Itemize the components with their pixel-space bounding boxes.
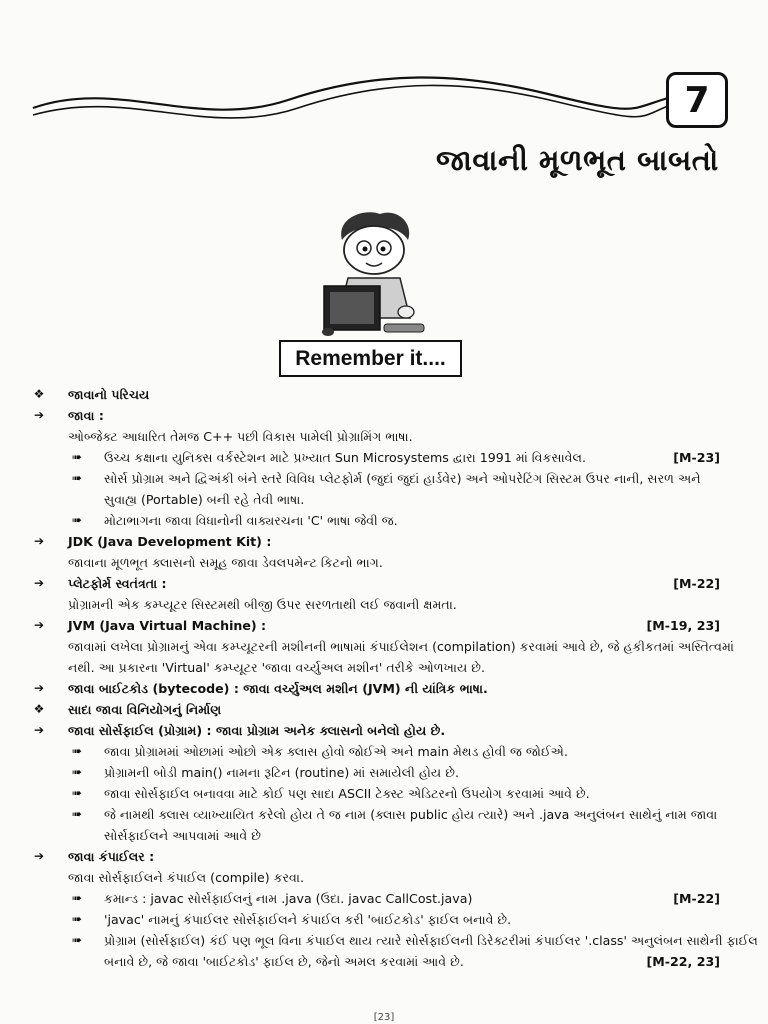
body-text: પ્રોગ્રામની એક કમ્પ્યૂટર સિસ્ટમથી બીજી ઉપર સરળતાથી લઈ જવાની ક્ષમતા.	[68, 597, 457, 612]
sub-point	[30, 762, 730, 783]
arrow-bullet-icon: ➔	[33, 576, 45, 590]
sub-point	[30, 909, 730, 930]
section-heading: જાવાનો પરિચય	[68, 387, 150, 402]
sub-point-continued	[30, 951, 730, 972]
diamond-bullet-icon: ❖	[33, 387, 45, 401]
hand-arrow-bullet-icon: ➠	[71, 744, 83, 758]
topic-jdk	[30, 531, 730, 552]
arrow-bullet-icon: ➔	[33, 681, 45, 695]
topic-heading: જાવા બાઈટકોડ (bytecode) : જાવા વર્ચ્યુઅલ મશીન (JVM) ની યાંત્રિક ભાષા.	[68, 681, 488, 696]
sub-point	[30, 888, 730, 909]
sub-point-text: જાવા સોર્સફાઈલ બનાવવા માટે કોઈ પણ સાદા ASCII ટેક્સ્ટ એડિટરનો ઉપયોગ કરવામાં આવે છે.	[104, 786, 590, 801]
marks-label: [M-22, 23]	[646, 954, 720, 969]
sub-point-text: કમાન્ડ : javac સોર્સફાઈલનું નામ .java (ઉદા. javac CallCost.java)	[104, 891, 473, 906]
sub-point-text: 'javac' નામનું કંપાઈલર સોર્સફાઈલને કંપાઈલ કરી 'બાઈટકોડ' ફાઈલ બનાવે છે.	[104, 912, 512, 927]
arrow-bullet-icon: ➔	[33, 849, 45, 863]
sub-point-continued: સોર્સફાઈલને આપવામાં આવે છે	[104, 828, 261, 843]
topic-heading: JVM (Java Virtual Machine) :	[68, 618, 267, 633]
body-text: જાવાના મૂળભૂત ક્લાસનો સમૂહ જાવા ડેવલપમેન્ટ કિટનો ભાગ.	[68, 555, 383, 570]
topic-heading: જાવા :	[68, 408, 104, 423]
remember-it-heading: Remember it....	[279, 340, 462, 377]
sub-point-text: જાવા પ્રોગ્રામમાં ઓછામાં ઓછો એક ક્લાસ હોવો જોઈએ અને main મેથડ હોવી જ જોઈએ.	[104, 744, 568, 759]
sub-point-text: ઉચ્ચ કક્ષાના યુનિક્સ વર્કસ્ટેશન માટે પ્રખ્યાત Sun Microsystems દ્વારા 1991 માં વિકસાવેલ.	[104, 450, 587, 465]
topic-java	[30, 405, 730, 426]
marks-label: [M-19, 23]	[646, 618, 720, 633]
sub-point-text: મોટાભાગના જાવા વિધાનોની વાક્યરચના 'C' ભાષા જેવી જ.	[104, 513, 398, 528]
topic-compiler	[30, 846, 730, 867]
sub-point-text: બનાવે છે, જે જાવા 'બાઈટકોડ' ફાઈલ છે, જેનો અમલ કરવામાં આવે છે.	[104, 954, 464, 969]
sub-point	[30, 741, 730, 762]
sub-point-continued: સુવાહ્ય (Portable) બની રહે તેવી ભાષા.	[104, 492, 305, 507]
sub-point	[30, 468, 730, 489]
topic-source-file	[30, 720, 730, 741]
notes-content	[30, 384, 758, 972]
hand-arrow-bullet-icon: ➠	[71, 807, 83, 821]
boy-at-computer-illustration	[314, 208, 434, 340]
hand-arrow-bullet-icon: ➠	[71, 891, 83, 905]
diamond-bullet-icon: ❖	[33, 702, 45, 716]
section-heading: સાદા જાવા વિનિયોગનું નિર્માણ	[68, 702, 222, 717]
sub-point	[30, 804, 730, 825]
sub-point-text: સોર્સ પ્રોગ્રામ અને દ્વિઅંકી બંને સ્તરે વિવિધ પ્લેટફોર્મ (જુદાં જુદાં હાર્ડવેર) અને ઓપરેટિંગ સિસ્ટમ ઉપર નાની, સરળ અને	[104, 471, 701, 486]
sub-point	[30, 447, 730, 468]
topic-platform-independence	[30, 573, 730, 594]
arrow-bullet-icon: ➔	[33, 618, 45, 632]
hand-arrow-bullet-icon: ➠	[71, 765, 83, 779]
body-text: જાવામાં લખેલા પ્રોગ્રામનું એવા કમ્પ્યૂટરની મશીનની ભાષામાં કંપાઈલેશન (compilation) કરવામાં આવે છે, જે હકીકતમાં અસ્તિત્વમાં	[68, 639, 734, 654]
topic-heading: જાવા કંપાઈલર :	[68, 849, 155, 864]
topic-heading: જાવા સોર્સફાઈલ (પ્રોગ્રામ) : જાવા પ્રોગ્રામ અનેક ક્લાસનો બનેલો હોય છે.	[68, 723, 446, 738]
arrow-bullet-icon: ➔	[33, 534, 45, 548]
topic-heading: JDK (Java Development Kit) :	[68, 534, 272, 549]
marks-label: [M-22]	[673, 576, 720, 591]
sub-point-text: પ્રોગ્રામ (સોર્સફાઈલ) કંઈ પણ ભૂલ વિના કંપાઈલ થાય ત્યારે સોર્સફાઈલની ડિરેક્ટરીમાં કંપાઈલર '.class' અનુલંબન સાથેની ફાઈલ	[104, 933, 758, 948]
marks-label: [M-23]	[673, 450, 720, 465]
hand-arrow-bullet-icon: ➠	[71, 513, 83, 527]
page-number: [23]	[373, 1012, 395, 1023]
chapter-title: જાવાની મૂળભૂત બાબતો	[436, 143, 719, 177]
header-wave-decoration	[28, 60, 728, 140]
topic-heading: પ્લેટફોર્મ સ્વતંત્રતા :	[68, 576, 167, 591]
sub-point-text: પ્રોગ્રામની બોડી main() નામના રૂટિન (routine) માં સમાયેલી હોય છે.	[104, 765, 459, 780]
section-java-intro	[30, 384, 730, 405]
arrow-bullet-icon: ➔	[33, 408, 45, 422]
topic-jvm	[30, 615, 730, 636]
sub-point	[30, 510, 730, 531]
hand-arrow-bullet-icon: ➠	[71, 786, 83, 800]
hand-arrow-bullet-icon: ➠	[71, 471, 83, 485]
body-text: ઓબ્જેક્ટ આધારિત તેમજ C++ પછી વિકાસ પામેલી પ્રોગ્રામિંગ ભાષા.	[68, 429, 413, 444]
topic-bytecode	[30, 678, 730, 699]
sub-point	[30, 783, 730, 804]
sub-point-text: જે નામથી ક્લાસ વ્યાખ્યાયિત કરેલો હોય તે જ નામ (ક્લાસ public હોય ત્યારે) અને .java અનુલંબન સાથેનું નામ જાવા	[104, 807, 718, 822]
chapter-number-badge	[666, 72, 728, 128]
body-text: નથી. આ પ્રકારના 'Virtual' કમ્પ્યૂટર 'જાવા વર્ચ્યુઅલ મશીન' તરીકે ઓળખાય છે.	[68, 660, 486, 675]
chapter-number: 7	[684, 79, 710, 121]
sub-point	[30, 930, 758, 951]
hand-arrow-bullet-icon: ➠	[71, 933, 83, 947]
hand-arrow-bullet-icon: ➠	[71, 912, 83, 926]
hand-arrow-bullet-icon: ➠	[71, 450, 83, 464]
section-simple-java-app	[30, 699, 730, 720]
body-text: જાવા સોર્સફાઈલને કંપાઈલ (compile) કરવા.	[68, 870, 304, 885]
arrow-bullet-icon: ➔	[33, 723, 45, 737]
marks-label: [M-22]	[673, 891, 720, 906]
